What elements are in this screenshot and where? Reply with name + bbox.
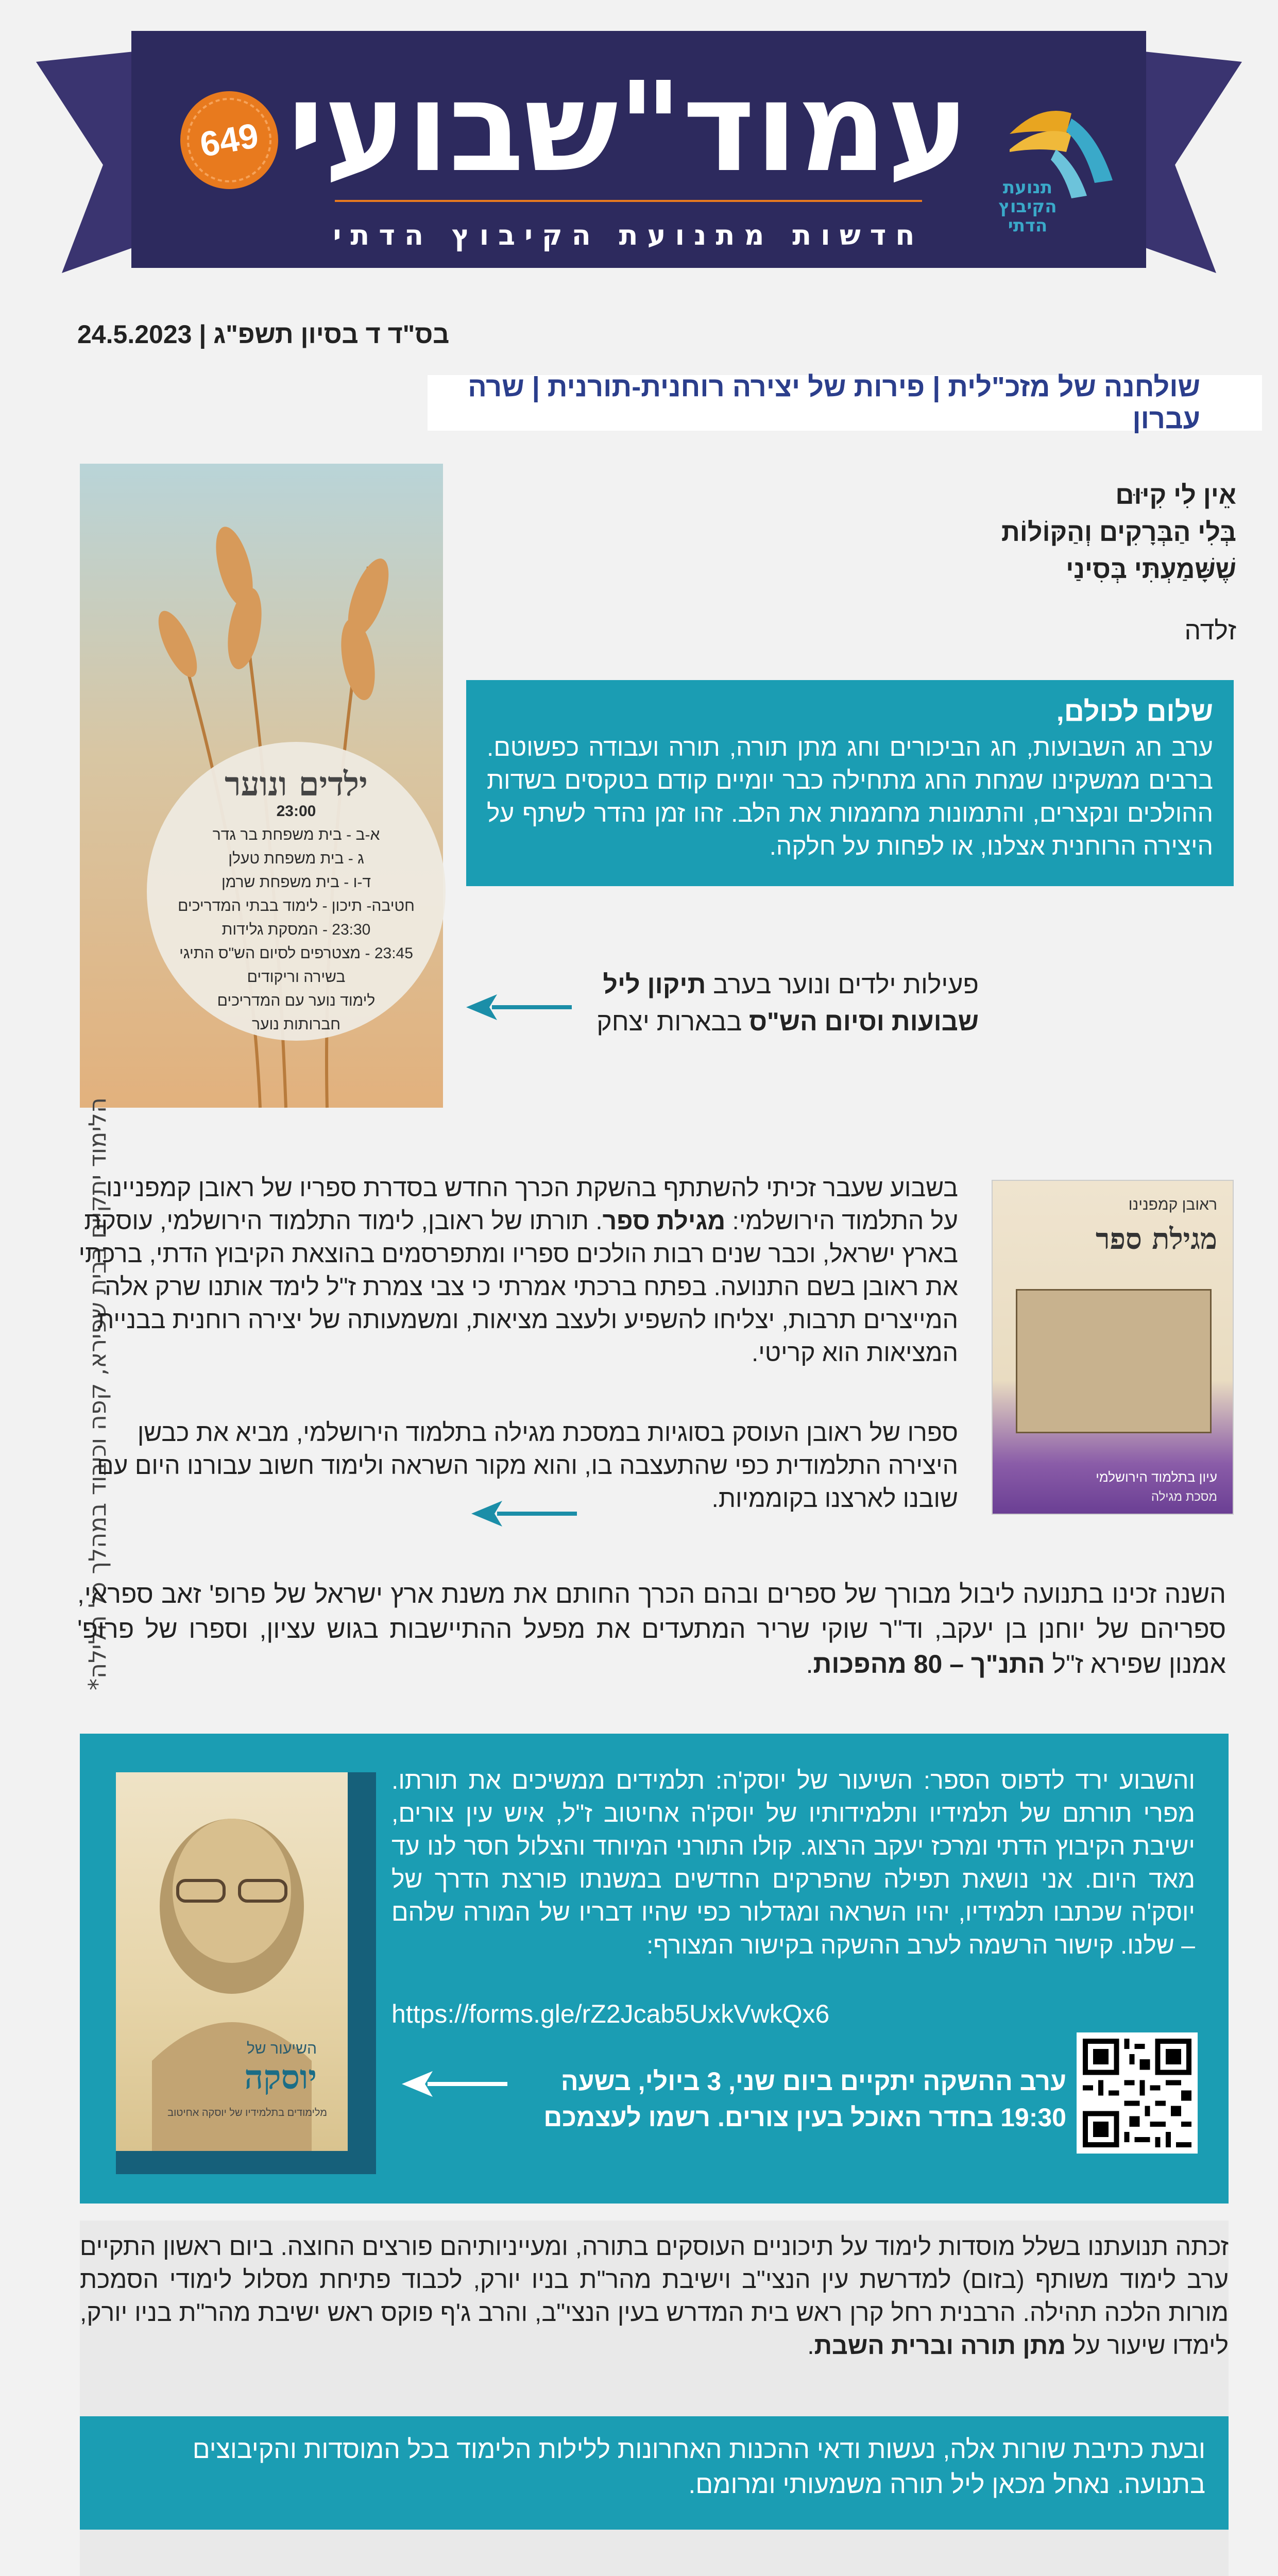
books-year-paragraph: השנה זכינו בתנועה ליבול מבורך של ספרים ובהם הכרך החותם את משנת ארץ ישראל של פרופ' זאב ספראי, ספריהם של יוחנן בן יעקב, וד"ר שוקי שריר המתעדים את מפעל ההתיישבות בגוש עציון, וספרו של פרופ' אמנון שפירא ז"ל התנ"ך – 80 מהפכות. — [77, 1580, 1226, 1679]
book-cover-megilat-sefer: ראובן קמפנינו מגילת ספר עיון בתלמוד הירושלמי מסכת מגילה — [992, 1180, 1234, 1515]
greeting-title: שלום לכולם, — [1056, 696, 1213, 727]
kids-activity-text: פעילות ילדים ונוער בערב תיקון ליל שבועות וסיום הש"ס בבארות יצחק — [597, 970, 979, 1036]
yosef-book-cover: השיעור של יוסקה מלימודים בתלמידיו של יוסקה אחיטוב — [116, 1772, 348, 2151]
poem-line: אֵין לִי קִיּוּם — [1115, 481, 1236, 510]
poem-line: שֶׁשָּׁמַעְתִּי בְּסִינַי — [1066, 555, 1236, 584]
registration-link[interactable]: https://forms.gle/rZ2Jcab5UxkVwkQx6 — [391, 1999, 830, 2028]
ribbon-left — [36, 52, 134, 273]
launch-event-text: ערב ההשקה יתקיים ביום שני, 3 ביולי, בשעה 19:30 בחדר האוכל בעין צורים. רשמו לעצמכם — [543, 2067, 1066, 2132]
subject-box — [428, 371, 1262, 434]
greeting-body: ערב חג השבועות, חג הביכורים וחג מתן תורה, תורה ועבודה כפשוטם. ברבים ממשקינו שמחת החג מתחילה כבר יומיים קודם בטקסים בשדות ההולכים ונקצרים, והתמונות מחממות את הלב. זהו זמן נהדר לשתף על היצירה הרוחנית אצלנו, או לפחות על חלקה. — [487, 734, 1213, 860]
kids-poster-image — [80, 464, 443, 1690]
ribbon-right — [1144, 52, 1242, 273]
poem — [721, 477, 1236, 588]
svg-text:הקיבוץ: הקיבוץ — [998, 196, 1057, 217]
svg-text:הלימוד יתקיים בבית שפירא, קפה: הלימוד יתקיים בבית שפירא, קפה וכיבוד במהלך כל הלילה* — [83, 1097, 111, 1690]
poem-author: זלדה — [1184, 616, 1236, 645]
subject-line: שולחנה של מזכ"לית | פירות של יצירה רוחנית-תורנית | שרה עברון — [468, 371, 1200, 434]
svg-text:הדתי: הדתי — [1008, 215, 1048, 236]
arrow-left-icon — [471, 1498, 580, 1529]
svg-text:תנועת: תנועת — [1002, 177, 1053, 198]
women-learning-paragraph: זכתה תנועתנו בשלל מוסדות לימוד על תיכוניים העוסקים בתורה, ומעייניותיהם פורצים החוצה. ביום ראשון התקיים ערב לימוד משותף (בזום) למדרשת עין הנצי"ב וישיבת מהר"ת בניו יורק, לכבוד פתיחת מסלול לימודי הסמכת מורות הלכה תהילה. הרבנית רחל קרן ראש בית המדרש בעין הנצי"ב, והרב ג'ף פוקס ראש ישיבת מהר"ת בניו יורק, לימדו שיעור על מתן תורה וברית השבת. — [80, 2233, 1229, 2360]
closing-box: ובעת כתיבת שורות אלה, נעשות ודאי ההכנות האחרונות ללילות הלימוד בכל המוסדות והקיבוצים בתנועה. נאחל מכאן ליל תורה משמעותי ומרומם. — [80, 2416, 1229, 2530]
header-banner — [0, 15, 1278, 283]
issue-number: 649 — [197, 115, 262, 165]
poster-schedule: ילדים ונוער 23:00 א-ב - בית משפחת בר גדר ג - בית משפחת טעלן ד-ו - בית משפחת שרמן חטיבה- תיכון - לימוד בבתי המדריכים 23:30 - המסקת גלידות 23:45 - מצטרפים לסיום הש"ס התיגי בשירה וריקודים לימוד נוער עם המדריכים חברותות נוער — [178, 765, 415, 1033]
yosef-paragraph: והשבוע ירד לדפוס הספר: השיעור של יוסק'ה: תלמידים ממשיכים את תורתו. מפרי תורתם של תלמידיו ותלמידותיו של יוסק'ה אחיטוב ז"ל, איש עין צורים, ישיבת הקיבוץ הדתי ומרכז יעקב הרצוג. קולו התורני המיוחד והצלול חסר לנו עד מאד היום. אני נושאת תפילה שהפרקים החדשים במשנתו פורצת הדרך של יוסק'ה שכתבו תלמידיו, יהיו השראה ומגדלור כפי שהיו דבריו של המורה שלהם – שלנו. קישור הרשמה לערב ההשקה בקישור המצורף: — [391, 1767, 1195, 1959]
qr-code-icon[interactable] — [1077, 2032, 1198, 2154]
book-paragraph-2: ספרו של ראובן העוסק בסוגיות במסכת מגילה בתלמוד הירושלמי, מביא את כבשן היצירה התלמודית כפי שהתעצבה בו, והוא מקור השראה ולימוד חשוב עבורנו היום עם שובנו לארצנו בקוממיות. — [96, 1419, 958, 1513]
arrow-left-icon — [402, 2069, 510, 2099]
newsletter-subtitle: חדשות מתנועת הקיבוץ הדתי — [333, 219, 924, 251]
poem-line: בְּלִי הַבְּרָקִים וְהַקּוֹלוֹת — [1001, 518, 1236, 547]
arrow-left-icon — [466, 992, 574, 1023]
book-paragraph-1: בשבוע שעבר זכיתי להשתתף בהשקת הכרך החדש בסדרת ספריו של ראובן קמפניינו על התלמוד הירושלמי: מגילת ספר. תורתו של ראובן, לימוד התלמוד הירושלמי, עוסקת בארץ ישראל, וכבר שנים רבות הולכים ספריו ומתפרסמים בהוצאת הקיבוץ הדתי, ברכתי את ראובן בשם התנועה. בפתח ברכתי אמרתי כי צבי צמרת ז"ל לימד אותנו שרק אלה המייצרים תרבות, יצליחו להשפיע ולעצב מציאות, ומשמעותה של יצירה רוחנית בבניית המציאות הוא קריטי. — [78, 1175, 958, 1367]
greeting-box — [466, 680, 1234, 886]
date-line: בס"ד ד בסיון תשפ"ג | 24.5.2023 — [77, 320, 450, 349]
newsletter-title: עמוד"שבועי — [287, 55, 969, 199]
